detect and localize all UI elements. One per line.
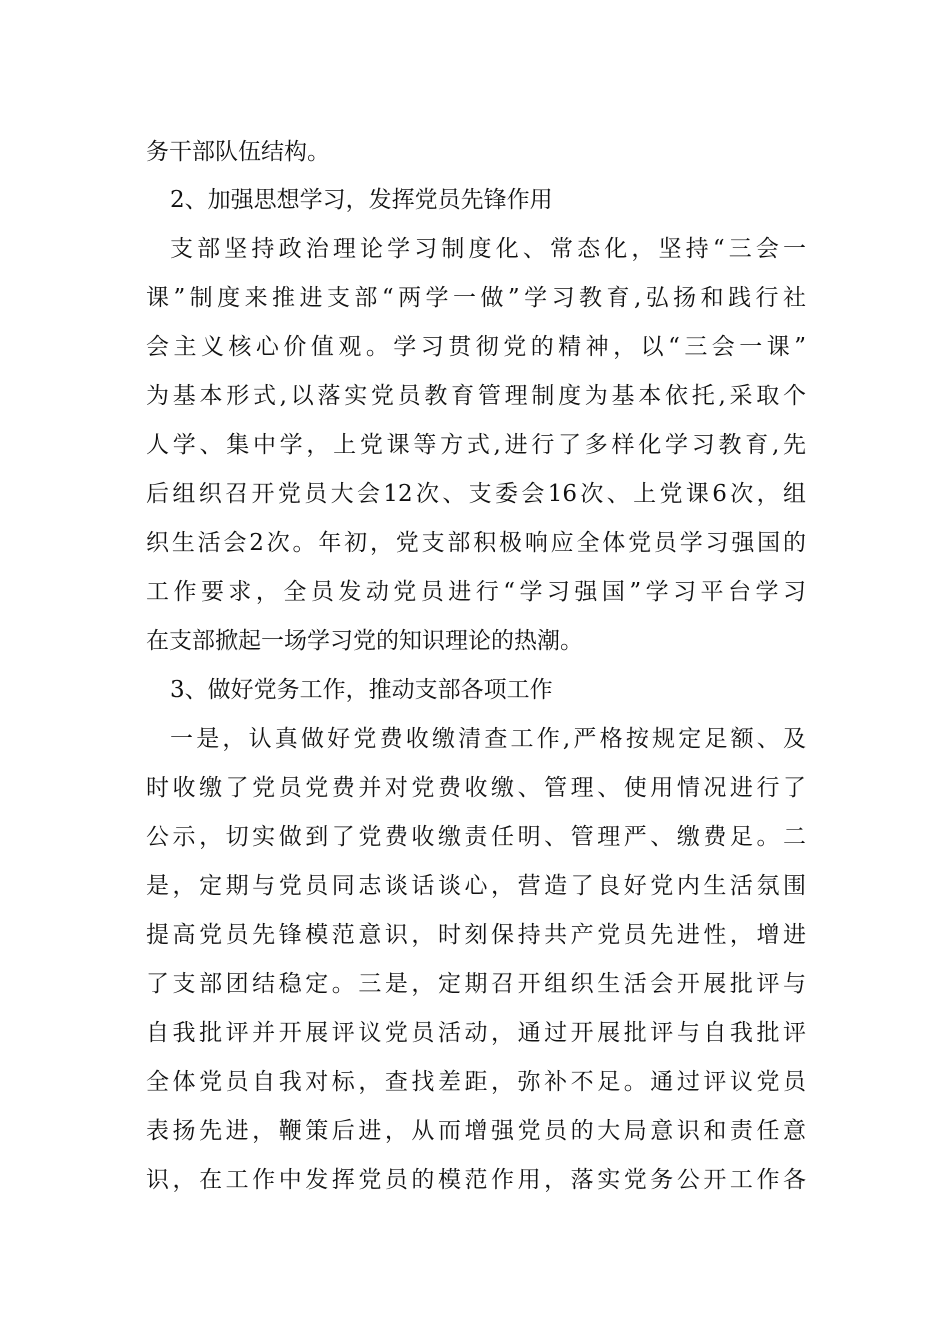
paragraph-line: 工作要求，全员发动党员进行“学习强国”学习平台学习: [146, 579, 806, 605]
paragraph-line: 识，在工作中发挥党员的模范作用，落实党务公开工作各: [146, 1167, 806, 1193]
paragraph-line: 公示，切实做到了党费收缴责任明、管理严、缴费足。二: [146, 824, 806, 850]
paragraph-line: 人学、集中学，上党课等方式,进行了多样化学习教育,先: [146, 432, 806, 458]
section-heading-3: 3、做好党务工作，推动支部各项工作: [170, 677, 553, 703]
paragraph-line: 在支部掀起一场学习党的知识理论的热潮。: [146, 628, 583, 654]
paragraph-line: 提高党员先锋模范意识，时刻保持共产党员先进性，增进: [146, 922, 806, 948]
paragraph-line: 会主义核心价值观。学习贯彻党的精神，以“三会一课”: [146, 334, 806, 360]
paragraph-line: 课”制度来推进支部“两学一做”学习教育,弘扬和践行社: [146, 285, 806, 311]
paragraph-line: 为基本形式,以落实党员教育管理制度为基本依托,采取个: [146, 383, 806, 409]
paragraph-line: 务干部队伍结构。: [146, 139, 330, 165]
paragraph-line: 时收缴了党员党费并对党费收缴、管理、使用情况进行了: [146, 775, 806, 801]
paragraph-line: 一是，认真做好党费收缴清查工作,严格按规定足额、及: [170, 726, 806, 752]
section-heading-2: 2、加强思想学习，发挥党员先锋作用: [170, 187, 553, 213]
paragraph-line: 后组织召开党员大会12次、支委会16次、上党课6次，组: [146, 481, 806, 507]
paragraph-line: 全体党员自我对标，查找差距，弥补不足。通过评议党员: [146, 1069, 806, 1095]
paragraph-line: 织生活会2次。年初，党支部积极响应全体党员学习强国的: [146, 530, 806, 556]
paragraph-line: 支部坚持政治理论学习制度化、常态化，坚持“三会一: [170, 236, 806, 262]
paragraph-line: 了支部团结稳定。三是，定期召开组织生活会开展批评与: [146, 971, 806, 997]
paragraph-line: 表扬先进，鞭策后进，从而增强党员的大局意识和责任意: [146, 1118, 806, 1144]
paragraph-line: 自我批评并开展评议党员活动，通过开展批评与自我批评: [146, 1020, 806, 1046]
paragraph-line: 是，定期与党员同志谈话谈心，营造了良好党内生活氛围: [146, 873, 806, 899]
